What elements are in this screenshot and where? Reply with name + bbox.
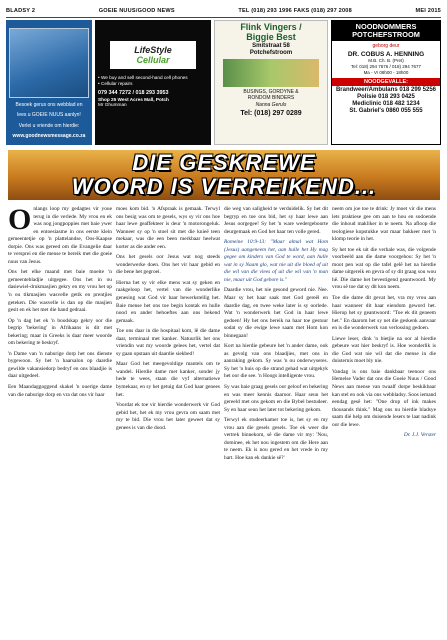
ad2-contact: Mr Ghumman: [98, 102, 127, 108]
ad4-line7: St. Gabriel's 0860 055 555: [349, 107, 423, 114]
paragraph: die weg van saligheid te verduidelik. Sy het dit begryp en toe ons bid, het sy haar lewe aan Jesus oorgegee! Sy het 'n ware wedergeboorte deurgemaak en God het haar ten volle gered.: [224, 206, 328, 235]
headline-line1: DIE GESKREWE: [132, 150, 316, 175]
article-column-4: [332, 206, 436, 626]
paragraph: 'n Dame van 'n naburige dorp het ons dienste bygewoon. Sy het 'n haarsalon op daardie gewilde vakansiedorp bedryf en ons blaadjie is daar uitgedeel.: [8, 350, 112, 380]
ad4-doctor: DR. COBUS A. HENNING: [347, 51, 425, 59]
paragraph: Een Maandaggoggend skakel 'n ouerige dame van die naburige dorp en vra dat ons vir haar: [8, 384, 112, 398]
ad4-title: NOODNOMMERS POTCHEFSTROOM: [332, 21, 440, 41]
paragraph: Op 'n dag het ek 'n boodskap gekry oor die begrip 'bekering' in Afrikaans is dit met bekering; maar in Greeks is daar meer woorde om bekering te beskryf.: [8, 317, 112, 347]
paragraph: Ons het elke maand met baie moeite 'n gemeentebladjie uitgegee. Ons het in ou dasiewiel-drukmasjien gekry en my vrou het op 'n ou tikmasjien wasvelle getik en prentjies geteken. Die wasvelle is dan op die masjien gesit en ek het met die hand gedraai.: [8, 269, 112, 314]
ad4-line6: Mediclinic 018 482 1234: [352, 100, 420, 107]
article-column-2: [116, 206, 220, 626]
ad3-phone: Tel: (018) 297 0289: [240, 109, 302, 117]
paragraph: Sy was baie graag gesels oor geloof en bekering en was meer kennis daaroor. Haar seun het gereeld met ons gekom en die Bybel bestudeer. Sy en haar seun het later tot bekering gekom.: [224, 384, 328, 413]
paragraph: Toe ons daar in die hospitaal kom, lê die dame daar, terminaal met kanker. Natuurlik het ons vriendin wat my woorde gelees het, vertel dat sy gaan opstaan uit daardie siekbed!: [116, 328, 220, 357]
ad2-address: Shop 25 West Acres Mall, Potch: [98, 96, 169, 102]
ad3-town: Potchefstroom: [249, 49, 293, 56]
issue-date: MEI 2015: [415, 7, 441, 14]
contact-phone: TEL (018) 293 1996 FAKS (018) 297 2008: [238, 7, 352, 14]
paragraph: Daardie vrou, het nie gesond geword nie. Nee. Maar sy het haar saak met God gereël en daardie dag, en twee weke later is sy oorlede. Wat 'n wonderwerk het God in haar lewe gedoen! Hy het ons bereik na haar toe gestuur sodat sy die ewige lewe saam met Hom kon binnegaan!: [224, 287, 328, 339]
lifestyle-advert: [95, 20, 211, 145]
headline-line2: WOORD IS VERREIKEND...: [71, 174, 377, 199]
article-headline: [8, 150, 440, 200]
paragraph: Maar God het meegevoldige mantels om te wandel. Hierdie dame met kanker, sonder jy hede te wees, staan die vyf alternatiewe bymekaar, en sy het getuig dat God haar genees het.: [116, 361, 220, 398]
flink-vingers-advert: [214, 20, 328, 145]
advert-strip: [6, 20, 441, 145]
paragraph: neem om joe toe te drink: Jy moet vir die mens lets praktiese gee om aan te hou en sodoende die inhoud makliker in te neem. Na afloop die teologiese kopstukke wat maar bakkeer met 'n klomp teorie in het.: [332, 206, 436, 243]
paragraph: Sy het toe ek uit die verhale was, die volgende voorbeeld aan die dame voorgehou: Sy het 'n moot pen wat op die tafel gelê het na hierdie dame uitgereik en gevra of sy dit graag sou wou hê. Die dame het bevestigend geantwoord. My vrou sê toe dat sy dit kon neem.: [332, 246, 436, 291]
scripture-quote: Romeine 10:9-13: "Maar almal wat Hom (Jesus) aangeneem het, aan hulle het Hy mag gegee om kinders van God te word, aan hulle wat in sy Naam glo, wat nie uit die bloed of uit die wil van die vlees of uit die wil van 'n man nie, maar uit God gebore is.": [224, 239, 328, 283]
ad3-line1: BUSINGS, GORDYNE &: [243, 89, 299, 96]
website-image: [9, 28, 89, 98]
author-signature: Dr. J.J. Verster: [403, 432, 436, 439]
paragraph: Hierna het sy vir elke mens wat sy geken en raakgeloop het, vertel van die wonderlike genesing wat God vir haar bewerkstellig het. Baie mense het ons toe begin kontak en hulle nood en ander behoeftes aan ons bekend gemaak.: [116, 279, 220, 324]
ad4-line5: Polisie 018 293 0425: [357, 93, 415, 100]
ad2-phone: 079 344 7272 / 018 293 3953: [98, 89, 169, 96]
paragraph: Terwyl ek studeerkamer toe is, het sy en my vrou aan die gesels gesels. Toe ek weer die vertrek binnekom, sê die dame vir my: 'Nou, dominee, ek het nou ingestem om die Here aan te neem. Ek is nou gered en het vrede in my hart. Hoe kan ek dankie sê?': [224, 417, 328, 461]
paragraph: Voordat ek toe vir hierdie wonderwerk vir God gebid het, het ek my vrou gevra om saam met my te bid. Die vrou het later geweet dat sy genees is van die dood.: [116, 402, 220, 431]
fabric-image: [223, 59, 319, 87]
ad4-sponsor: geborg deur: [372, 43, 400, 50]
lifestyle-logo: LifeStyle Cellular: [110, 41, 196, 69]
paragraph: Vandag is ons baie dankbaar teenoor ons Hemelse Vader dat ons die Goeie Nuus / Good News aan mense van twaalf dorpe beskikbaar kan stel en ook via ons webbladsy. Soos iemand eendag gesê het: "One drop of ink makes thousands think." Mag ons nu hierdie bladsye saam dié help om duisende lesers te laat nadink oor die lewe.: [332, 368, 436, 428]
article-column-1: [8, 206, 112, 626]
paragraph: nlangs loop my gedagtes vir youe terug in die verlede. My vrou en ek was nog jongpoppies met baie ywer en entoesiasme in ons eerste klein gemeentetjie op 'n plattelandse, Oos-Kaapse dorpie. Ons was gereed om die Evangelie daar te versprei en die mense te bereik met die goeie nuus van Jesus.: [8, 206, 112, 265]
website-advert: [6, 20, 92, 145]
ad4-line4: Brandweer/Ambulans 018 299 5256: [335, 86, 437, 93]
ad3-line2: RONDOM BINDERS: [247, 95, 295, 102]
ad2-line2: • Cellular repairs: [98, 80, 133, 86]
website-ad-line1: Besoek gerus ons webblad en: [15, 102, 83, 108]
paragraph: Liewe leser, dink 'n bietjie na oor al hierdie gebeure wat hier beskryf is. Hoe wonderlik is die God wat nie wil dat die mense in die duisternis moet bly nie.: [332, 335, 436, 365]
ad4-line1: M.B. Ch. B. (Pret): [368, 58, 404, 64]
article-column-3: [224, 206, 328, 626]
website-url[interactable]: www.goodnewsmessage.co.za: [12, 132, 86, 139]
ad4-emergency-heading: NOODGEVALLE:: [332, 78, 440, 86]
website-ad-line2: lees u GOEIE NUUS aanlyn!: [17, 112, 81, 119]
ad2-line1: • We buy and sell second-hand cell phones: [98, 75, 188, 80]
publication-name: GOEIE NUUS/GOOD NEWS: [98, 7, 175, 14]
ad4-line2: Tel: 018) 294 7676 / 018) 294 7677: [350, 64, 422, 70]
drop-cap: O: [8, 206, 32, 236]
paragraph: Kort na hierdie gebeure het 'n ander dame, ook as gevolg van ons blaadjies, met ons in aanraking gekom. Sy was 'n ou onderwyseres. Sy het 'n huis op die strand gehad wat uitgekyk het oor die see. 'n Hoogs intelligente vrou.: [224, 343, 328, 380]
ad3-name: Nanna Geruls: [255, 101, 287, 108]
paragraph: Ons het gesels oor Jesus wat nog steeds wonderwerke doen. Ons het vir haar gebid en die bene het gegroei.: [116, 254, 220, 276]
paragraph: moes kom bid. 'n Afspraak is gemaak. Terwyl ons besig was om te gesels, wys sy vir ons hoe haar lewe geaffekteer is deur 'n motorongeluk. Wanneer sy op 'n stoel sit met die knieë teen mekaar, was die een been merkbaar heelwat korter as die ander een.: [116, 206, 220, 250]
page-header: [6, 4, 441, 18]
paragraph: Toe die dame dit gevat het, vra my vrou aan haar wanneer dit haar eiendom geword het. Hierop het sy geantwoord: "Toe ek dit geneem het." En daarom het sy net die geskenk aanvaar en is die wonderwerk van verlossing gedoen.: [332, 295, 436, 332]
ad4-line3: Ma - Vr 08h00 - 18h00: [363, 69, 409, 75]
page-number: BLADSY 2: [6, 7, 36, 14]
ad3-title2: Biggie Best: [246, 31, 296, 42]
emergency-numbers-advert: [331, 20, 441, 145]
ad3-title1: Flink Vingers /: [240, 22, 302, 32]
ad3-street: Smitstraat 58: [252, 42, 290, 49]
website-ad-line3: Verlei u vriende om hierdie:: [18, 122, 80, 129]
